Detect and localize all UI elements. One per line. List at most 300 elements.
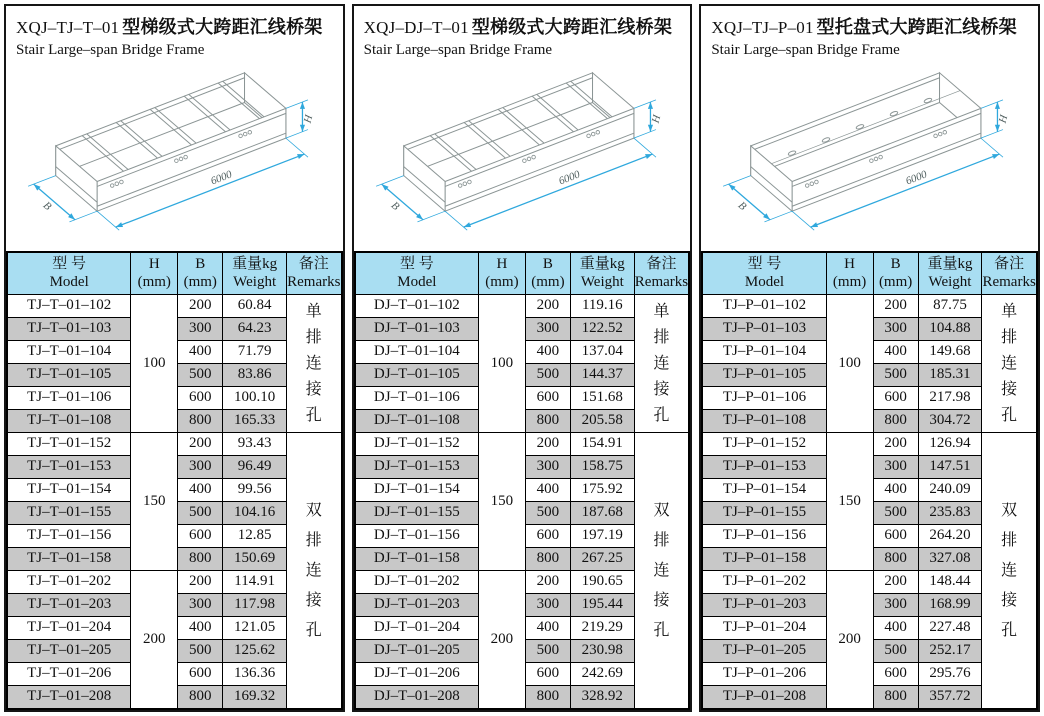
header-h: H [844, 255, 856, 272]
remark-text [635, 295, 689, 432]
remark-char: 双 [305, 501, 322, 519]
weight-cell: 190.65 [571, 571, 635, 594]
header-b: B [195, 255, 206, 272]
weight-cell: 185.31 [918, 364, 982, 387]
weight-cell: 147.51 [918, 456, 982, 479]
weight-cell: 100.10 [223, 387, 287, 410]
panel-title-line2: Stair Large–span Bridge Frame [363, 42, 553, 58]
weight-cell: 304.72 [918, 410, 982, 433]
b-cell: 200 [525, 295, 570, 318]
weight-cell: 264.20 [918, 525, 982, 548]
table-body [702, 295, 1037, 710]
weight-cell: 119.16 [571, 295, 635, 318]
model-cell: TJ–T–01–202 [7, 571, 131, 594]
model-cell: DJ–T–01–105 [355, 364, 479, 387]
remark-char: 接 [653, 591, 670, 609]
remark-char: 连 [653, 354, 670, 372]
weight-cell: 137.04 [571, 341, 635, 364]
dim-label-b: B [40, 199, 54, 213]
weight-cell: 150.69 [223, 548, 287, 571]
tray-drawing-svg [701, 59, 1038, 251]
model-cell: DJ–T–01–104 [355, 341, 479, 364]
dim-label-h: H [301, 113, 316, 125]
remark-char: 排 [305, 531, 322, 549]
b-cell: 200 [873, 295, 918, 318]
remark-text [287, 433, 341, 708]
col-header-h [479, 252, 526, 295]
b-cell: 300 [525, 594, 570, 617]
model-cell: TJ–T–01–152 [7, 433, 131, 456]
weight-cell: 169.32 [223, 686, 287, 710]
remarks-cell [634, 433, 689, 710]
header-row [702, 252, 1037, 295]
b-cell: 400 [873, 479, 918, 502]
model-cell: TJ–T–01–153 [7, 456, 131, 479]
b-cell: 600 [178, 663, 223, 686]
h-cell: 200 [479, 571, 526, 710]
title-chinese: 型梯级式大跨距汇线桥架 [122, 17, 323, 37]
remarks-cell [286, 433, 341, 710]
dim-label-length: 6000 [904, 168, 930, 188]
b-cell: 800 [178, 548, 223, 571]
weight-cell: 175.92 [571, 479, 635, 502]
remark-char: 接 [653, 380, 670, 398]
remark-char: 连 [305, 354, 322, 372]
model-cell: TJ–P–01–202 [702, 571, 826, 594]
header-h: H [148, 255, 160, 272]
model-cell: TJ–T–01–206 [7, 663, 131, 686]
weight-cell: 219.29 [571, 617, 635, 640]
model-cell: TJ–T–01–155 [7, 502, 131, 525]
b-cell: 500 [178, 502, 223, 525]
weight-cell: 357.72 [918, 686, 982, 710]
header-b: B [542, 255, 553, 272]
b-cell: 400 [525, 341, 570, 364]
weight-cell: 60.84 [223, 295, 287, 318]
col-header-model [7, 252, 131, 295]
header-model-cn: 型 号 [747, 255, 782, 272]
weight-cell: 197.19 [571, 525, 635, 548]
weight-cell: 295.76 [918, 663, 982, 686]
b-cell: 400 [178, 479, 223, 502]
weight-cell: 125.62 [223, 640, 287, 663]
model-cell: DJ–T–01–202 [355, 571, 479, 594]
b-cell: 500 [525, 364, 570, 387]
model-cell: TJ–T–01–204 [7, 617, 131, 640]
remark-char: 连 [305, 561, 322, 579]
b-cell: 800 [873, 410, 918, 433]
col-header-h [131, 252, 178, 295]
b-cell: 200 [178, 295, 223, 318]
b-cell: 200 [178, 571, 223, 594]
tray-drawing-svg [354, 59, 691, 251]
dim-label-b: B [735, 199, 749, 213]
col-header-weight [223, 252, 287, 295]
weight-cell: 240.09 [918, 479, 982, 502]
model-cell: DJ–T–01–152 [355, 433, 479, 456]
model-cell: DJ–T–01–103 [355, 318, 479, 341]
header-model-en: Model [744, 274, 785, 291]
remark-char: 接 [305, 380, 322, 398]
catalog-panel [699, 4, 1040, 712]
weight-cell: 158.75 [571, 456, 635, 479]
weight-cell: 104.16 [223, 502, 287, 525]
b-cell: 500 [178, 364, 223, 387]
remark-text [982, 295, 1036, 432]
weight-cell: 64.23 [223, 318, 287, 341]
b-cell: 600 [873, 663, 918, 686]
remark-char: 连 [653, 561, 670, 579]
weight-cell: 242.69 [571, 663, 635, 686]
model-cell: TJ–P–01–152 [702, 433, 826, 456]
weight-cell: 126.94 [918, 433, 982, 456]
remark-text [982, 433, 1036, 708]
b-cell: 600 [525, 525, 570, 548]
model-cell: TJ–T–01–158 [7, 548, 131, 571]
model-cell: TJ–P–01–204 [702, 617, 826, 640]
b-cell: 800 [525, 410, 570, 433]
remarks-cell [982, 433, 1037, 710]
weight-cell: 96.49 [223, 456, 287, 479]
dim-label-length: 6000 [556, 168, 582, 188]
model-cell: TJ–T–01–102 [7, 295, 131, 318]
remark-char: 孔 [305, 621, 322, 639]
b-cell: 400 [873, 617, 918, 640]
remark-char: 孔 [1001, 406, 1018, 424]
col-header-b [525, 252, 570, 295]
model-cell: TJ–P–01–103 [702, 318, 826, 341]
remark-char: 排 [1001, 531, 1018, 549]
dim-label-length: 6000 [209, 168, 234, 188]
model-cell: TJ–T–01–104 [7, 341, 131, 364]
b-cell: 300 [178, 594, 223, 617]
remark-text [287, 295, 341, 432]
table-body [355, 295, 690, 710]
header-remarks-cn: 备注 [994, 255, 1025, 272]
model-cell: TJ–P–01–104 [702, 341, 826, 364]
h-cell: 200 [131, 571, 178, 710]
header-h-unit: (mm) [137, 274, 171, 291]
remark-char: 接 [1001, 380, 1018, 398]
model-cell: TJ–P–01–108 [702, 410, 826, 433]
weight-cell: 122.52 [571, 318, 635, 341]
remark-char: 连 [1001, 354, 1018, 372]
col-header-h [826, 252, 873, 295]
table-row [355, 295, 690, 318]
catalog-panel [352, 4, 693, 712]
b-cell: 400 [525, 617, 570, 640]
model-cell: TJ–P–01–158 [702, 548, 826, 571]
tray-drawing [354, 59, 691, 251]
model-cell: TJ–T–01–154 [7, 479, 131, 502]
model-cell: TJ–P–01–206 [702, 663, 826, 686]
header-b-unit: (mm) [878, 274, 913, 291]
weight-cell: 12.85 [223, 525, 287, 548]
b-cell: 500 [525, 502, 570, 525]
weight-cell: 99.56 [223, 479, 287, 502]
remark-char: 排 [653, 531, 670, 549]
header-h: H [496, 255, 508, 272]
remark-char: 孔 [305, 406, 322, 424]
b-cell: 800 [873, 548, 918, 571]
b-cell: 500 [873, 640, 918, 663]
model-cell: DJ–T–01–106 [355, 387, 479, 410]
dim-label-h: H [649, 113, 663, 125]
panel-title-line2: Stair Large–span Bridge Frame [16, 42, 205, 58]
weight-cell: 235.83 [918, 502, 982, 525]
model-cell: DJ–T–01–153 [355, 456, 479, 479]
remark-char: 双 [1001, 501, 1018, 519]
b-cell: 200 [178, 433, 223, 456]
b-cell: 200 [525, 433, 570, 456]
model-cell: DJ–T–01–204 [355, 617, 479, 640]
remark-char: 接 [305, 591, 322, 609]
b-cell: 600 [525, 663, 570, 686]
panel-title-line2: Stair Large–span Bridge Frame [711, 42, 900, 58]
weight-cell: 230.98 [571, 640, 635, 663]
col-header-remarks [982, 252, 1037, 295]
model-cell: DJ–T–01–208 [355, 686, 479, 710]
header-row [355, 252, 690, 295]
spec-table [6, 251, 343, 711]
b-cell: 800 [525, 548, 570, 571]
weight-cell: 217.98 [918, 387, 982, 410]
b-cell: 200 [873, 433, 918, 456]
b-cell: 400 [178, 617, 223, 640]
table-row [7, 295, 342, 318]
table-row [7, 433, 342, 456]
tray-drawing-svg [6, 59, 343, 251]
remark-char: 接 [1001, 591, 1018, 609]
model-cell: DJ–T–01–155 [355, 502, 479, 525]
model-cell: DJ–T–01–154 [355, 479, 479, 502]
header-h-unit: (mm) [832, 274, 867, 291]
panel-title-line1 [364, 13, 685, 39]
weight-cell: 104.88 [918, 318, 982, 341]
col-header-weight [571, 252, 635, 295]
model-cell: DJ–T–01–205 [355, 640, 479, 663]
remarks-cell [634, 295, 689, 433]
table-header [355, 252, 690, 295]
weight-cell: 168.99 [918, 594, 982, 617]
model-cell: TJ–P–01–105 [702, 364, 826, 387]
col-header-model [702, 252, 826, 295]
b-cell: 800 [873, 686, 918, 710]
header-remarks-en: Remarks [634, 274, 689, 291]
col-header-weight [918, 252, 982, 295]
b-cell: 500 [525, 640, 570, 663]
weight-cell: 205.58 [571, 410, 635, 433]
model-cell: TJ–T–01–106 [7, 387, 131, 410]
model-cell: DJ–T–01–108 [355, 410, 479, 433]
header-weight-cn: 重量kg [927, 255, 973, 272]
b-cell: 400 [873, 341, 918, 364]
h-cell: 100 [131, 295, 178, 433]
weight-cell: 148.44 [918, 571, 982, 594]
table-row [355, 433, 690, 456]
remark-char: 单 [1001, 302, 1018, 320]
panel-title [6, 6, 343, 59]
model-cell: TJ–T–01–208 [7, 686, 131, 710]
model-code: XQJ–TJ–P–01 [711, 18, 814, 37]
model-cell: TJ–P–01–203 [702, 594, 826, 617]
b-cell: 600 [873, 387, 918, 410]
weight-cell: 187.68 [571, 502, 635, 525]
b-cell: 500 [178, 640, 223, 663]
weight-cell: 149.68 [918, 341, 982, 364]
b-cell: 300 [178, 456, 223, 479]
dim-label-b: B [388, 199, 402, 213]
header-b-unit: (mm) [183, 274, 217, 291]
table-row [702, 433, 1037, 456]
b-cell: 400 [525, 479, 570, 502]
panel-title-line1 [711, 13, 1032, 39]
panel-title [701, 6, 1038, 59]
model-cell: TJ–T–01–205 [7, 640, 131, 663]
weight-cell: 328.92 [571, 686, 635, 710]
table-body [7, 295, 342, 710]
h-cell: 100 [826, 295, 873, 433]
spec-table [354, 251, 691, 711]
weight-cell: 327.08 [918, 548, 982, 571]
model-cell: DJ–T–01–206 [355, 663, 479, 686]
tray-drawing [701, 59, 1038, 251]
weight-cell: 93.43 [223, 433, 287, 456]
remarks-cell [286, 295, 341, 433]
b-cell: 600 [873, 525, 918, 548]
weight-cell: 117.98 [223, 594, 287, 617]
h-cell: 150 [826, 433, 873, 571]
col-header-model [355, 252, 479, 295]
model-cell: DJ–T–01–156 [355, 525, 479, 548]
b-cell: 600 [178, 387, 223, 410]
h-cell: 100 [479, 295, 526, 433]
header-weight-en: Weight [928, 274, 972, 291]
model-cell: TJ–T–01–108 [7, 410, 131, 433]
header-b-unit: (mm) [531, 274, 565, 291]
remark-char: 排 [1001, 328, 1018, 346]
tray-drawing [6, 59, 343, 251]
weight-cell: 136.36 [223, 663, 287, 686]
spec-table [701, 251, 1038, 711]
b-cell: 500 [873, 502, 918, 525]
b-cell: 300 [525, 456, 570, 479]
model-cell: TJ–T–01–203 [7, 594, 131, 617]
panel-title-line1 [16, 13, 337, 39]
header-weight-cn: 重量kg [232, 255, 278, 272]
remark-char: 排 [305, 328, 322, 346]
col-header-remarks [286, 252, 341, 295]
header-weight-en: Weight [233, 274, 277, 291]
b-cell: 800 [178, 686, 223, 710]
model-cell: DJ–T–01–102 [355, 295, 479, 318]
model-code: XQJ–TJ–T–01 [16, 18, 120, 37]
model-cell: DJ–T–01–158 [355, 548, 479, 571]
model-code: XQJ–DJ–T–01 [363, 18, 469, 37]
weight-cell: 114.91 [223, 571, 287, 594]
weight-cell: 195.44 [571, 594, 635, 617]
header-row [7, 252, 342, 295]
remark-text [635, 433, 689, 708]
weight-cell: 151.68 [571, 387, 635, 410]
model-cell: TJ–T–01–156 [7, 525, 131, 548]
panel-title [354, 6, 691, 59]
b-cell: 600 [178, 525, 223, 548]
header-weight-en: Weight [580, 274, 624, 291]
col-header-b [178, 252, 223, 295]
weight-cell: 252.17 [918, 640, 982, 663]
weight-cell: 154.91 [571, 433, 635, 456]
model-cell: TJ–P–01–102 [702, 295, 826, 318]
remarks-cell [982, 295, 1037, 433]
header-remarks-cn: 备注 [646, 255, 677, 272]
h-cell: 150 [131, 433, 178, 571]
weight-cell: 87.75 [918, 295, 982, 318]
table-header [7, 252, 342, 295]
remark-char: 孔 [653, 406, 670, 424]
b-cell: 300 [178, 318, 223, 341]
b-cell: 200 [525, 571, 570, 594]
b-cell: 500 [873, 364, 918, 387]
header-remarks-en: Remarks [982, 274, 1036, 291]
b-cell: 200 [873, 571, 918, 594]
col-header-b [873, 252, 918, 295]
table-row [702, 295, 1037, 318]
remark-char: 孔 [653, 621, 670, 639]
header-model-cn: 型 号 [399, 255, 434, 272]
weight-cell: 144.37 [571, 364, 635, 387]
col-header-remarks [634, 252, 689, 295]
model-cell: TJ–P–01–155 [702, 502, 826, 525]
weight-cell: 121.05 [223, 617, 287, 640]
model-cell: TJ–P–01–208 [702, 686, 826, 710]
weight-cell: 227.48 [918, 617, 982, 640]
remark-char: 双 [653, 501, 670, 519]
header-model-en: Model [49, 274, 89, 291]
remark-char: 排 [653, 328, 670, 346]
header-h-unit: (mm) [485, 274, 519, 291]
remark-char: 单 [653, 302, 670, 320]
table-header [702, 252, 1037, 295]
b-cell: 300 [873, 594, 918, 617]
model-cell: TJ–P–01–106 [702, 387, 826, 410]
b-cell: 300 [873, 318, 918, 341]
remark-char: 孔 [1001, 621, 1018, 639]
header-b: B [890, 255, 901, 272]
header-remarks-cn: 备注 [298, 255, 329, 272]
model-cell: TJ–T–01–103 [7, 318, 131, 341]
model-cell: TJ–P–01–153 [702, 456, 826, 479]
b-cell: 300 [873, 456, 918, 479]
weight-cell: 83.86 [223, 364, 287, 387]
model-cell: TJ–P–01–205 [702, 640, 826, 663]
catalog-panel [4, 4, 345, 712]
model-cell: TJ–T–01–105 [7, 364, 131, 387]
b-cell: 800 [525, 686, 570, 710]
remark-char: 单 [305, 302, 322, 320]
header-weight-cn: 重量kg [579, 255, 625, 272]
remark-char: 连 [1001, 561, 1018, 579]
weight-cell: 165.33 [223, 410, 287, 433]
b-cell: 600 [525, 387, 570, 410]
dim-label-h: H [997, 113, 1011, 125]
weight-cell: 267.25 [571, 548, 635, 571]
header-remarks-en: Remarks [287, 274, 341, 291]
b-cell: 300 [525, 318, 570, 341]
title-chinese: 型梯级式大跨距汇线桥架 [471, 17, 673, 37]
header-model-en: Model [397, 274, 437, 291]
h-cell: 150 [479, 433, 526, 571]
